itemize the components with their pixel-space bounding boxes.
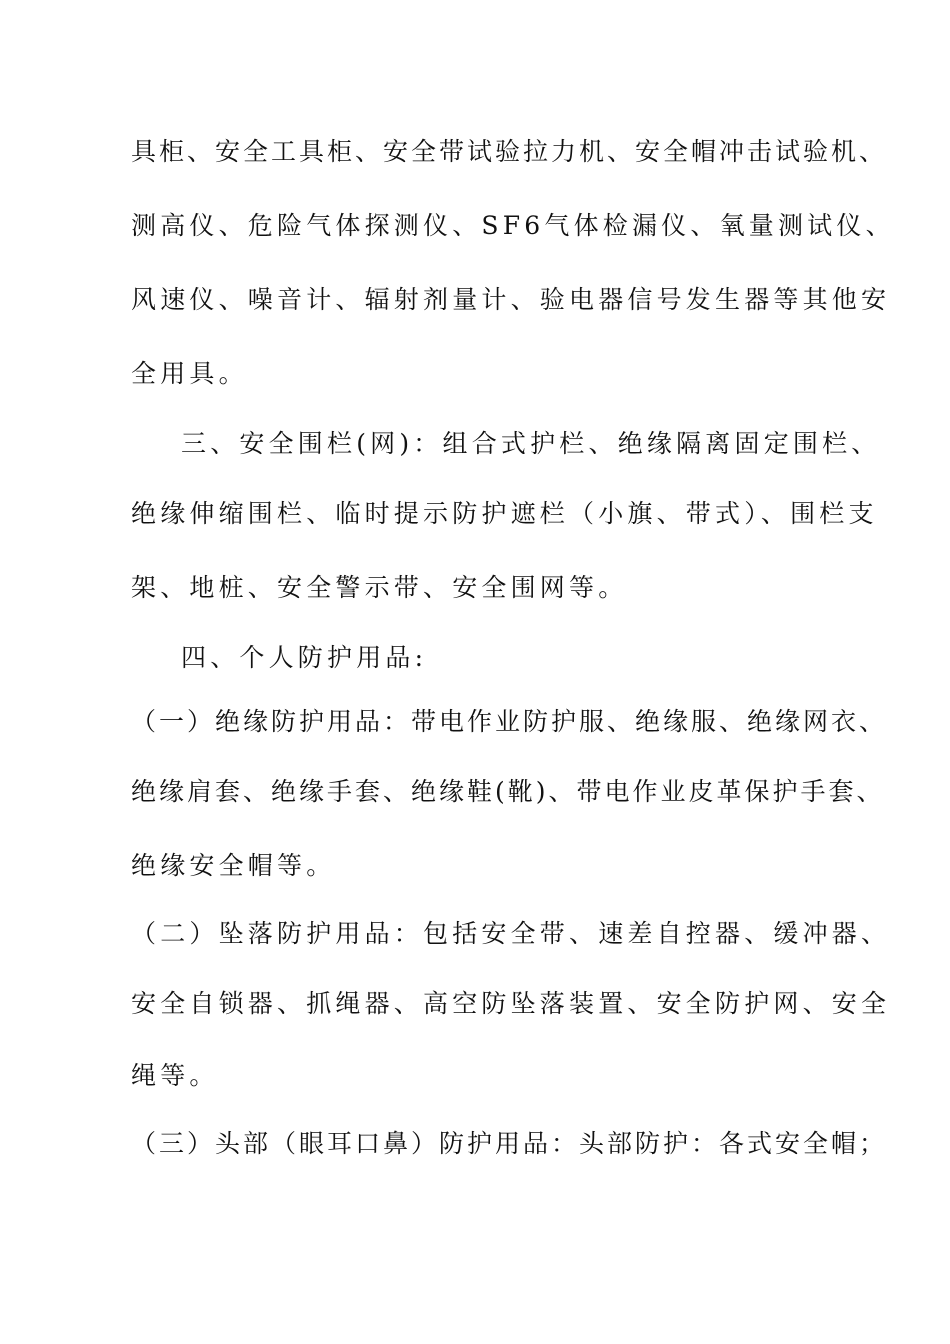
- text-line-10: 绝缘肩套、绝缘手套、绝缘鞋(靴)、带电作业皮革保护手套、: [131, 777, 885, 806]
- text-line-3: 风速仪、噪音计、辐射剂量计、验电器信号发生器等其他安: [131, 285, 891, 314]
- text-line-8: 四、个人防护用品:: [181, 643, 428, 672]
- text-line-15: （三）头部（眼耳口鼻）防护用品：头部防护：各式安全帽；: [131, 1129, 888, 1158]
- text-line-5: 三、安全围栏(网)：组合式护栏、绝缘隔离固定围栏、: [181, 429, 881, 458]
- text-line-13: 安全自锁器、抓绳器、高空防坠落装置、安全防护网、安全: [131, 989, 891, 1018]
- text-line-14: 绳等。: [131, 1061, 219, 1090]
- text-line-6: 绝缘伸缩围栏、临时提示防护遮栏（小旗、带式）、围栏支: [131, 499, 878, 528]
- text-line-12: （二）坠落防护用品：包括安全带、速差自控器、缓冲器、: [131, 919, 891, 948]
- text-line-2: 测高仪、危险气体探测仪、SF6气体检漏仪、氧量测试仪、: [131, 211, 895, 240]
- text-line-1: 具柜、安全工具柜、安全带试验拉力机、安全帽冲击试验机、: [131, 137, 888, 166]
- text-line-7: 架、地桩、安全警示带、安全围网等。: [131, 573, 628, 602]
- text-line-4: 全用具。: [131, 359, 248, 388]
- text-line-9: （一）绝缘防护用品：带电作业防护服、绝缘服、绝缘网衣、: [131, 707, 888, 736]
- text-line-11: 绝缘安全帽等。: [131, 851, 336, 880]
